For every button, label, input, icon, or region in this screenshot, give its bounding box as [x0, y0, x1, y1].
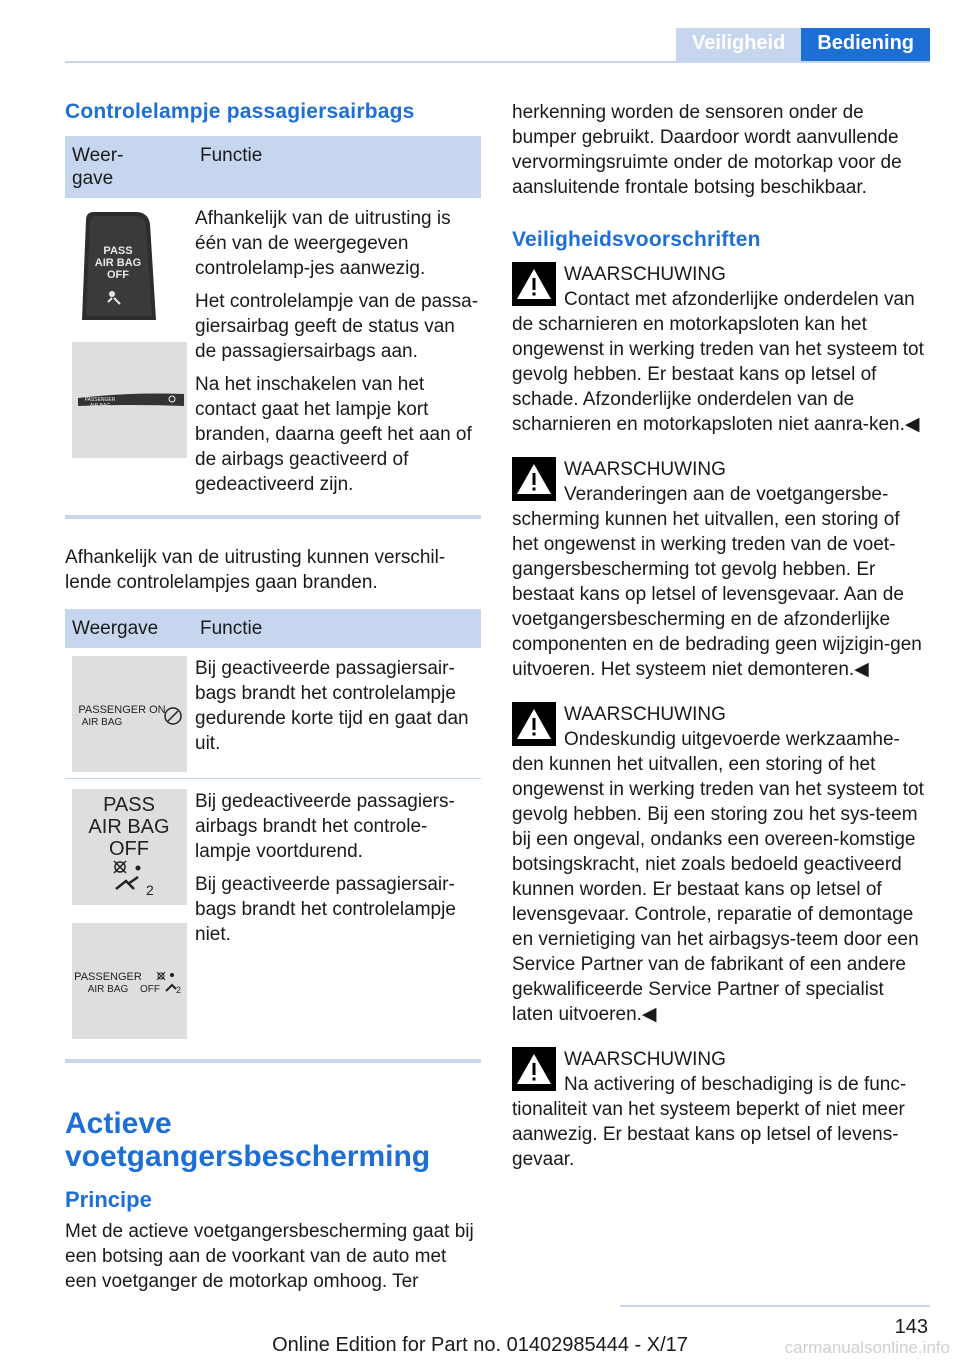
svg-text:2: 2	[146, 882, 154, 898]
warning-icon	[512, 1047, 556, 1091]
left-column	[65, 100, 481, 1294]
img3-line1: PASSENGER ON	[78, 704, 166, 716]
img1-line1: PASS	[103, 245, 133, 257]
pass-airbag-off-indicator-image	[72, 789, 187, 905]
img3-line2: AIR BAG	[81, 717, 123, 728]
warning-block-3	[512, 702, 928, 1027]
tab-veiligheid[interactable]: Veiligheid	[676, 28, 801, 62]
warning-title: WAARSCHUWING	[564, 704, 726, 725]
header-divider	[65, 61, 930, 63]
table2-col-function: Functie	[193, 609, 481, 648]
subsection-title-principe: Principe	[65, 1187, 152, 1212]
img2-line2: AIR BAG	[89, 403, 111, 409]
table1-para-3: Na het inschakelen van het contact gaat het lampje kort branden, daarna geeft het aan of de airbags geactiveerd of gedeactiveerd zijn.	[195, 374, 472, 495]
watermark: carmanualsonline.info	[784, 1338, 950, 1357]
img1-line3: OFF	[107, 269, 129, 281]
table2-col-display: Weergave	[65, 609, 193, 648]
footer-divider	[620, 1305, 930, 1307]
intro-text: Afhankelijk van de uitrusting kunnen verschil-lende controlelampjes gaan branden.	[65, 547, 446, 593]
table2-row2-text-1: Bij gedeactiveerde passagiers-airbags brandt het controle-lampje voortdurend.	[195, 791, 455, 862]
img4-line3: OFF	[109, 838, 149, 860]
img4-line1: PASS	[103, 794, 155, 816]
continued-text: herkenning worden de sensoren onder de bumper gebruikt. Daardoor wordt aanvullende vervormingsruimte onder de motorkap voor de aansluitende frontale botsing beschikbaar.	[512, 102, 902, 198]
img5-line3: OFF	[140, 984, 160, 995]
indicator-table-2	[65, 609, 481, 1045]
section-heading-safety: Veiligheidsvoorschriften	[512, 228, 761, 251]
table2-end-rule	[65, 1059, 481, 1063]
pass-airbag-off-switch-image	[72, 210, 158, 326]
passenger-on-indicator-image	[72, 656, 187, 772]
img5-line2: AIR BAG	[87, 984, 129, 995]
section-heading-airbag: Controlelampje passagiersairbags	[65, 100, 415, 123]
img1-line2: AIR BAG	[94, 257, 142, 269]
warning-icon	[512, 702, 556, 746]
edition-footer: Online Edition for Part no. 01402985444 - X/17	[272, 1334, 688, 1356]
table2-row1-text: Bij geactiveerde passagiersair-bags brandt het controlelampje gedurende korte tijd en gaat dan uit.	[195, 658, 469, 754]
table1-para-2: Het controlelampje van de passa-giersairbag geeft de status van de passagiersairbags aan.	[195, 291, 479, 362]
passenger-airbag-off-indicator-image	[72, 923, 187, 1039]
section-title: Actieve voetgangersbescherming	[65, 1107, 431, 1173]
img4-line2: AIR BAG	[88, 816, 170, 838]
warning-title: WAARSCHUWING	[564, 459, 726, 480]
page-header	[676, 28, 930, 62]
warning-title: WAARSCHUWING	[564, 1049, 726, 1070]
warning-block-1	[512, 262, 928, 437]
indicator-table-1	[65, 136, 481, 505]
passenger-airbag-strip-image	[72, 342, 187, 458]
warning-block-2	[512, 457, 928, 682]
table1-col-display: Weer- gave	[65, 136, 193, 198]
table1-para-1: Afhankelijk van de uitrusting is één van de weergegeven controlelamp-jes aanwezig.	[195, 208, 451, 279]
warning-text: Na activering of beschadiging is de func-tionaliteit van het systeem beperkt of niet meer aanwezig. Er bestaat kans op letsel of levens-gevaar.	[512, 1074, 907, 1170]
right-column	[512, 100, 928, 1172]
table1-col-function: Functie	[193, 136, 481, 198]
svg-text:2: 2	[176, 985, 182, 995]
warning-text: Contact met afzonderlijke onderdelen van de scharnieren en motorkapsloten kan het ongewenst in werking treden van het systeem tot gevolg hebben. Er bestaat kans op letsel of schade. Afzonderlijke onderdelen van de scharnieren en motorkapsloten niet aanra-ken.◀	[512, 289, 924, 435]
table2-row2-text-2: Bij geactiveerde passagiersair-bags brandt het controlelampje niet.	[195, 874, 456, 945]
warning-icon	[512, 457, 556, 501]
warning-text: Veranderingen aan de voetgangersbe-scherming kunnen het uitvallen, een storing of het ongewenst in werking treden van de voet-gangersbescherming tot gevolg hebben. Er bestaat kans op letsel of levensgevaar. Aan de voetgangersbescherming en de afzonderlijke componenten en de bedrading geen wijzigin-gen uitvoeren. Het systeem niet demonteren.◀	[512, 484, 922, 680]
table1-end-rule	[65, 515, 481, 519]
warning-title: WAARSCHUWING	[564, 264, 726, 285]
img5-line1: PASSENGER	[74, 971, 142, 983]
warning-text: Ondeskundig uitgevoerde werkzaamhe-den kunnen het uitvallen, een storing of het ongewenst in werking treden van het systeem tot gevolg hebben. Bij een storing zou het sys-teem bij een ongeval, ondanks een overeen-komstige botsingskracht, niet zoals bedoeld geactiveerd kunnen worden. Er bestaat kans op letsel of levensgevaar. Controle, reparatie of demontage en vernietiging van het airbagsys-teem door een Service Partner van de fabrikant of een andere gekwalificeerde Service Partner of specialist laten uitvoeren.◀	[512, 729, 924, 1025]
principe-text: Met de actieve voetgangersbescherming gaat bij een botsing aan de voorkant van de auto met een voetganger de motorkap omhoog. Ter	[65, 1221, 474, 1292]
warning-icon	[512, 262, 556, 306]
tab-bediening[interactable]: Bediening	[801, 28, 930, 62]
img2-line1: PASSENGER	[84, 397, 116, 403]
page-number: 143	[894, 1316, 928, 1338]
warning-block-4	[512, 1047, 928, 1172]
